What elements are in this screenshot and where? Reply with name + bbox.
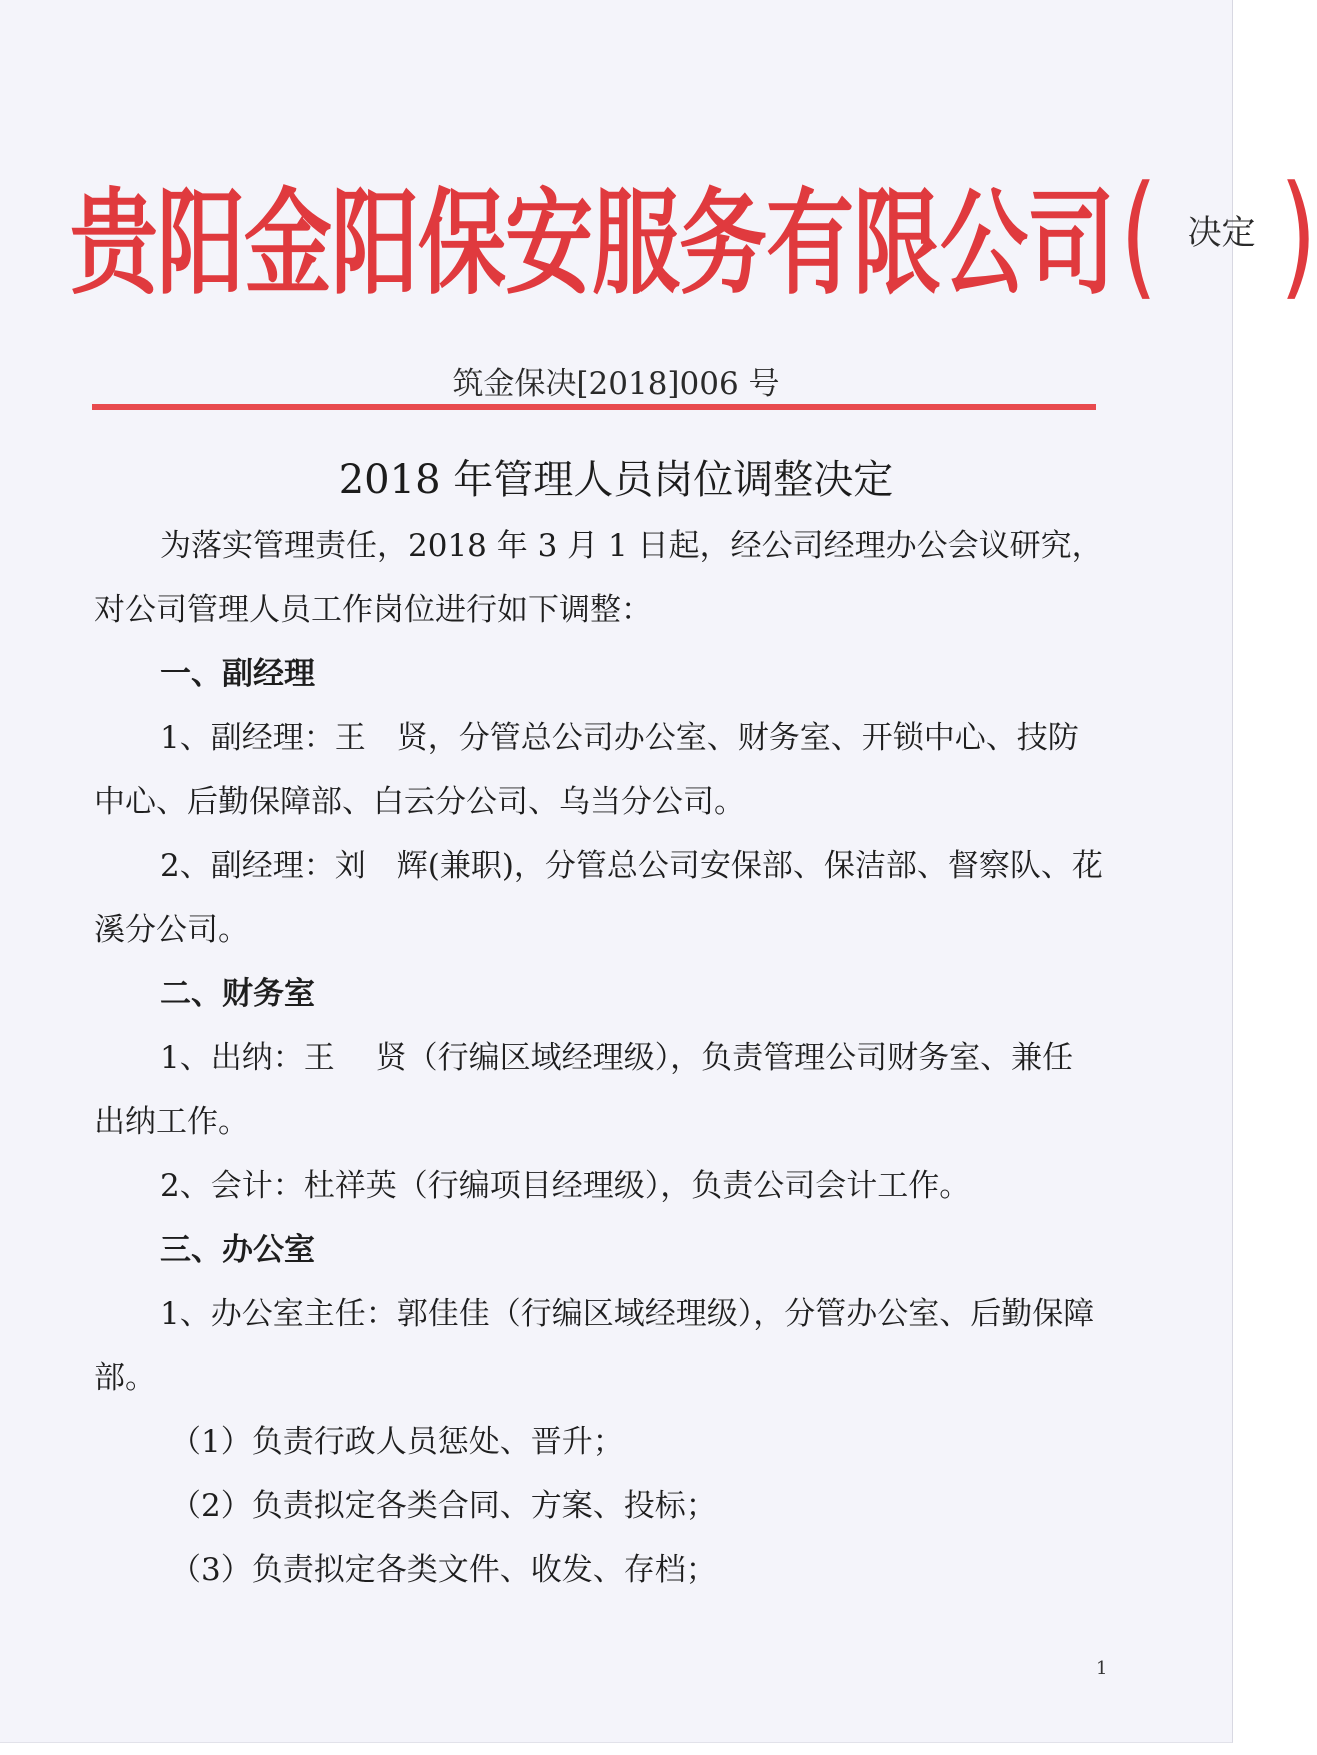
document-number: 筑金保决[2018]006 号: [452, 366, 780, 402]
document-body: [94, 514, 1104, 1602]
section-subitem: （3）负责拟定各类文件、收发、存档；: [170, 1552, 717, 1588]
section-item: 1、出纳：王 贤（行编区域经理级），负责管理公司财务室、兼任出纳工作。: [94, 1040, 1074, 1140]
document-kind: 决定: [1187, 212, 1256, 253]
company-name: 贵阳金阳保安服务有限公司: [70, 176, 1115, 311]
intro-paragraph: 为落实管理责任，2018 年 3 月 1 日起，经公司经理办公会议研究，对公司管理人员工作岗位进行如下调整：: [94, 528, 1103, 628]
letterhead: [70, 156, 1317, 314]
section-item: 2、副经理：刘 辉(兼职)，分管总公司安保部、保洁部、督察队、花溪分公司。: [94, 848, 1103, 948]
paren-close: ): [1279, 156, 1317, 314]
section-subitem: （2）负责拟定各类合同、方案、投标；: [170, 1488, 717, 1524]
section-subitem: （1）负责行政人员惩处、晋升；: [170, 1424, 624, 1460]
paren-open: (: [1120, 156, 1158, 314]
section-item: 1、办公室主任：郭佳佳（行编区域经理级），分管办公室、后勤保障部。: [94, 1296, 1095, 1396]
section-heading: 三、办公室: [160, 1232, 315, 1268]
red-divider: [92, 404, 1096, 410]
section-heading: 二、财务室: [160, 976, 315, 1012]
page-number: 1: [1096, 1658, 1108, 1679]
document-title: 2018 年管理人员岗位调整决定: [338, 457, 894, 503]
section-heading: 一、副经理: [160, 656, 315, 692]
section-item: 2、会计：杜祥英（行编项目经理级），负责公司会计工作。: [160, 1168, 971, 1204]
section-item: 1、副经理：王 贤，分管总公司办公室、财务室、开锁中心、技防中心、后勤保障部、白云分公司、乌当分公司。: [94, 720, 1079, 820]
